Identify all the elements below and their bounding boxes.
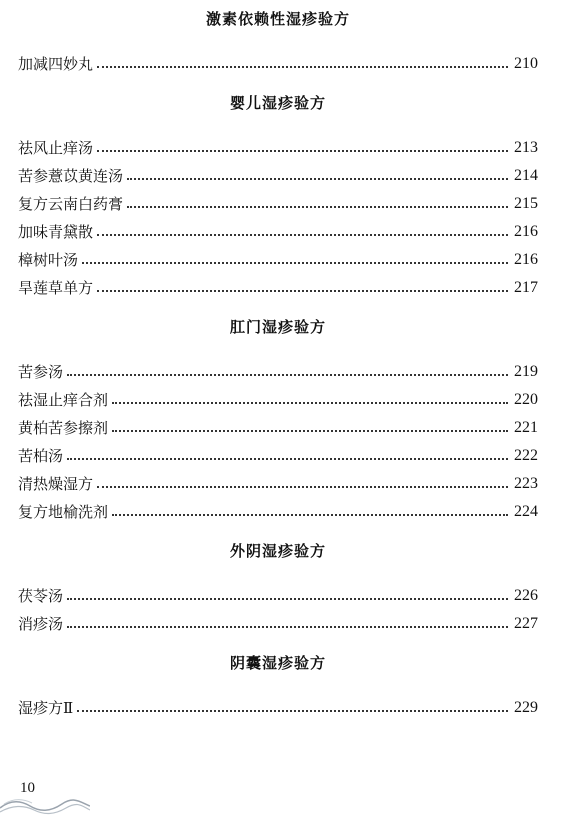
section-heading: 激素依赖性湿疹验方: [205, 10, 350, 28]
section-heading: 肛门湿疹验方: [229, 318, 326, 336]
toc-section: [18, 652, 538, 722]
entry-page: 217: [514, 279, 538, 296]
leader-dots: [97, 66, 508, 68]
wave-ornament-icon: [0, 796, 90, 816]
toc-entry[interactable]: [18, 134, 538, 162]
entry-title: 加减四妙丸: [18, 55, 94, 73]
entry-title: 复方云南白药膏: [18, 195, 124, 213]
leader-dots: [67, 458, 508, 460]
entry-title: 湿疹方Ⅱ: [18, 699, 74, 717]
leader-dots: [97, 290, 508, 292]
leader-dots: [67, 626, 508, 628]
entry-page: 219: [514, 363, 538, 380]
entry-page: 221: [514, 419, 538, 436]
entry-title: 苦参汤: [18, 363, 64, 381]
entry-title: 复方地榆洗剂: [18, 503, 109, 521]
entry-title: 消疹汤: [18, 615, 64, 633]
toc-entry[interactable]: [18, 190, 538, 218]
toc-entry[interactable]: [18, 274, 538, 302]
leader-dots: [77, 710, 508, 712]
entry-page: 216: [514, 251, 538, 268]
leader-dots: [112, 514, 508, 516]
toc-entry[interactable]: [18, 498, 538, 526]
entry-title: 祛湿止痒合剂: [18, 391, 109, 409]
toc-entry[interactable]: [18, 358, 538, 386]
toc-entry[interactable]: [18, 610, 538, 638]
toc-entry[interactable]: [18, 386, 538, 414]
section-heading: 外阴湿疹验方: [229, 542, 326, 560]
entry-title: 旱莲草单方: [18, 279, 94, 297]
leader-dots: [112, 430, 508, 432]
toc-entry[interactable]: [18, 694, 538, 722]
toc-entry[interactable]: [18, 582, 538, 610]
entry-title: 黄柏苦参擦剂: [18, 419, 109, 437]
entry-title: 苦参薏苡黄连汤: [18, 167, 124, 185]
toc-section: [18, 540, 538, 638]
leader-dots: [127, 206, 508, 208]
toc-section: [18, 8, 538, 78]
entry-page: 215: [514, 195, 538, 212]
entry-page: 229: [514, 699, 538, 716]
toc-entry[interactable]: [18, 162, 538, 190]
entry-page: 210: [514, 55, 538, 72]
leader-dots: [127, 178, 508, 180]
entry-page: 223: [514, 475, 538, 492]
entry-title: 祛风止痒汤: [18, 139, 94, 157]
toc-entry[interactable]: [18, 470, 538, 498]
leader-dots: [112, 402, 508, 404]
toc-entry[interactable]: [18, 414, 538, 442]
entry-page: 216: [514, 223, 538, 240]
entry-title: 苦柏汤: [18, 447, 64, 465]
entry-page: 214: [514, 167, 538, 184]
leader-dots: [82, 262, 508, 264]
toc-entry[interactable]: [18, 218, 538, 246]
section-heading: 婴儿湿疹验方: [229, 94, 326, 112]
leader-dots: [97, 486, 508, 488]
entry-page: 224: [514, 503, 538, 520]
section-heading: 阴囊湿疹验方: [229, 654, 326, 672]
entry-title: 樟树叶汤: [18, 251, 79, 269]
entry-page: 226: [514, 587, 538, 604]
toc-section: [18, 316, 538, 526]
entry-page: 220: [514, 391, 538, 408]
leader-dots: [67, 598, 508, 600]
entry-title: 加味青黛散: [18, 223, 94, 241]
toc-entry[interactable]: [18, 246, 538, 274]
toc-entry[interactable]: [18, 50, 538, 78]
leader-dots: [97, 150, 508, 152]
page-number: 10: [20, 780, 35, 796]
entry-page: 213: [514, 139, 538, 156]
entry-page: 222: [514, 447, 538, 464]
leader-dots: [67, 374, 508, 376]
entry-title: 茯苓汤: [18, 587, 64, 605]
entry-title: 清热燥湿方: [18, 475, 94, 493]
toc-entry[interactable]: [18, 442, 538, 470]
entry-page: 227: [514, 615, 538, 632]
leader-dots: [97, 234, 508, 236]
toc-section: [18, 92, 538, 302]
